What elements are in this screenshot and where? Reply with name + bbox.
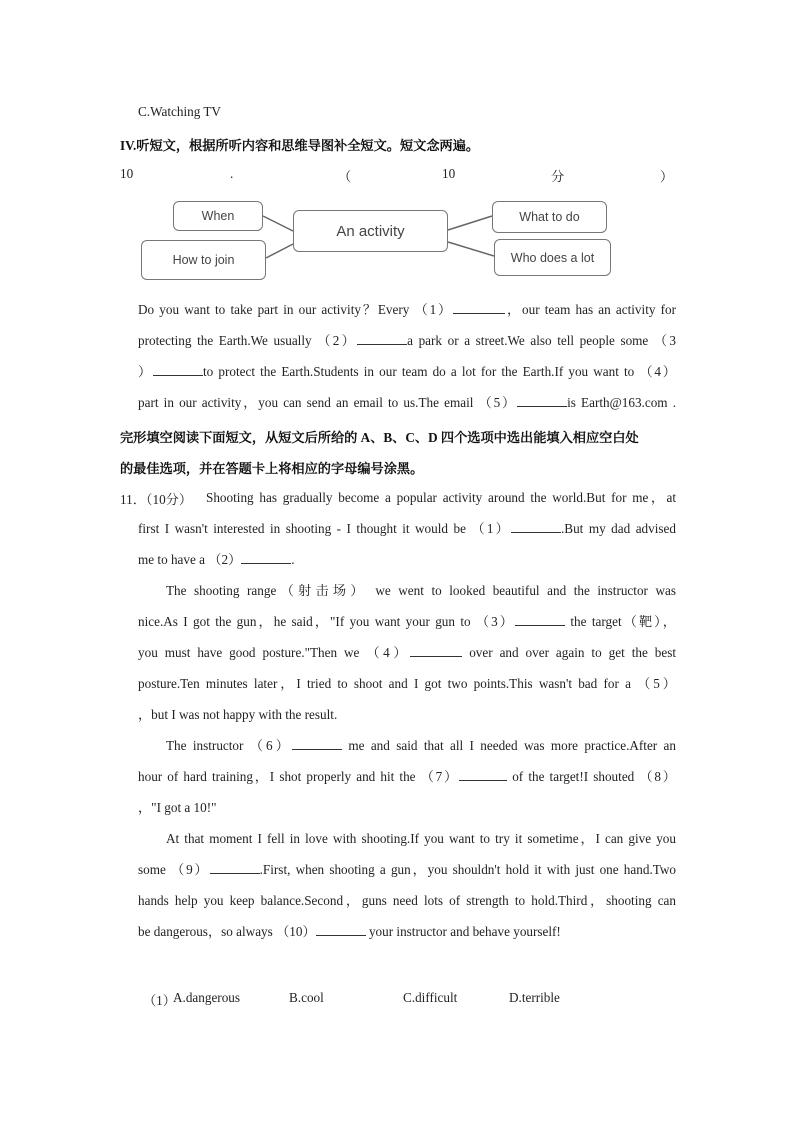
cloze-line-15-end: your instructor and behave yourself! <box>365 924 561 939</box>
listening-passage <box>138 294 676 418</box>
passage-line-1-end: ，our team has an activity for <box>505 302 676 317</box>
mind-map <box>138 196 618 286</box>
passage-line-2-start: protecting the Earth.We usually （2） <box>138 333 358 348</box>
q10-score-unit: 分 <box>551 169 565 184</box>
options-q1 <box>0 990 794 1010</box>
blank-10-3[interactable] <box>153 362 203 376</box>
cloze-line-6-start: you must have good posture."Then we （4） <box>138 645 411 660</box>
cloze-line-2-end: .But my dad advised <box>560 521 676 536</box>
cloze-line-5 <box>138 606 676 637</box>
q10-number: 10 <box>120 166 134 181</box>
cloze-line-10-end: of the target!I shouted （8） <box>507 769 676 784</box>
blank-11-7[interactable] <box>459 767 507 781</box>
cloze-line-9 <box>138 730 676 761</box>
q11-label: 11．（10分） <box>120 492 193 507</box>
cloze-line-10-start: hour of hard training，I shot properly and hit the （7） <box>138 769 460 784</box>
option-d[interactable]: D.terrible <box>509 990 560 1005</box>
section-4-instruction: IV.听短文，根据所听内容和思维导图补全短文。短文念两遍。 <box>120 138 480 153</box>
cloze-line-2 <box>138 513 676 544</box>
cloze-line-15-start: be dangerous，so always （10） <box>138 924 316 939</box>
blank-11-9[interactable] <box>210 860 260 874</box>
passage-line-4-end: is Earth@163.com . <box>567 395 676 410</box>
q10-score-open: （ <box>338 169 352 184</box>
cloze-line-13 <box>138 854 676 885</box>
cloze-line-1: Shooting has gradually become a popular activity around the world.But for me，at <box>206 490 676 505</box>
cloze-line-14: hands help you keep balance.Second，guns need lots of strength to hold.Third，shooting can <box>138 893 676 908</box>
blank-11-6[interactable] <box>292 736 342 750</box>
blank-11-3[interactable] <box>515 612 565 626</box>
passage-line-1-start: Do you want to take part in our activity？Every （1） <box>138 302 454 317</box>
blank-10-1[interactable] <box>453 300 505 314</box>
mindmap-how-to-join-box: How to join <box>141 240 266 280</box>
q10-dot: . <box>230 166 234 181</box>
mindmap-what-to-do-box: What to do <box>492 201 607 233</box>
passage-line-2 <box>138 325 676 356</box>
option-c[interactable]: C.difficult <box>403 990 458 1005</box>
cloze-line-10 <box>138 761 676 792</box>
cloze-line-6-end: over and over again to get the best <box>462 645 676 660</box>
passage-line-3-start: ） <box>138 364 154 379</box>
cloze-instruction-line-2: 的最佳选项，并在答题卡上将相应的字母编号涂黑。 <box>120 461 424 476</box>
blank-10-5[interactable] <box>517 393 567 407</box>
cloze-passage <box>138 513 676 947</box>
q10-score-close: ） <box>660 169 674 184</box>
cloze-line-12: At that moment I fell in love with shooting.If you want to try it sometime，I can give you <box>166 831 676 846</box>
passage-line-3 <box>138 356 676 387</box>
option-a[interactable]: A.dangerous <box>173 990 241 1005</box>
cloze-line-13-end: .First, when shooting a gun，you shouldn't hold it with just one hand.Two <box>259 862 676 877</box>
passage-line-4 <box>138 387 676 418</box>
cloze-line-9-start: The instructor （6） <box>166 738 292 753</box>
cloze-instruction-line-1: 完形填空阅读下面短文，从短文后所给的 A、B、C、D 四个选项中选出能填入相应空白处 <box>120 430 639 445</box>
mindmap-who-does-a-lot-box: Who does a lot <box>494 239 611 276</box>
mindmap-center-activity-box: An activity <box>293 210 448 252</box>
blank-10-2[interactable] <box>357 331 407 345</box>
previous-option-c: C.Watching TV <box>138 104 221 119</box>
cloze-line-11: ，"I got a 10!" <box>138 800 217 815</box>
passage-line-2-end: a park or a street.We also tell people some （3 <box>407 333 676 348</box>
cloze-line-5-start: nice.As I got the gun，he said，"If you want your gun to （3） <box>138 614 516 629</box>
passage-line-4-start: part in our activity，you can send an email to us.The email （5） <box>138 395 518 410</box>
passage-line-3-end: to protect the Earth.Students in our team do a lot for the Earth.If you want to （4） <box>203 364 676 379</box>
cloze-line-7: posture.Ten minutes later，I tried to shoot and I got two points.This wasn't bad for a （5） <box>138 676 676 691</box>
cloze-first-line <box>206 482 676 513</box>
cloze-line-13-start: some （9） <box>138 862 210 877</box>
blank-11-10[interactable] <box>316 922 366 936</box>
cloze-line-3 <box>138 544 676 575</box>
option-b[interactable]: B.cool <box>289 990 324 1005</box>
cloze-line-15 <box>138 916 676 947</box>
cloze-line-2-start: first I wasn't interested in shooting - I thought it would be （1） <box>138 521 511 536</box>
q10-score-value: 10 <box>442 166 456 181</box>
mindmap-when-box: When <box>173 201 263 231</box>
options-q1-label: （1） <box>143 993 176 1008</box>
cloze-line-8: ，but I was not happy with the result. <box>138 707 338 722</box>
blank-11-2[interactable] <box>241 550 291 564</box>
cloze-line-4: The shooting range（射击场） we went to looked beautiful and the instructor was <box>166 583 676 598</box>
cloze-line-6 <box>138 637 676 668</box>
blank-11-4[interactable] <box>410 643 462 657</box>
cloze-line-5-end: the target（靶）， <box>565 614 676 629</box>
cloze-line-3-start: me to have a （2） <box>138 552 242 567</box>
passage-line-1 <box>138 294 676 325</box>
cloze-line-9-end: me and said that all I needed was more practice.After an <box>341 738 676 753</box>
blank-11-1[interactable] <box>511 519 561 533</box>
cloze-line-3-end: . <box>291 552 295 567</box>
